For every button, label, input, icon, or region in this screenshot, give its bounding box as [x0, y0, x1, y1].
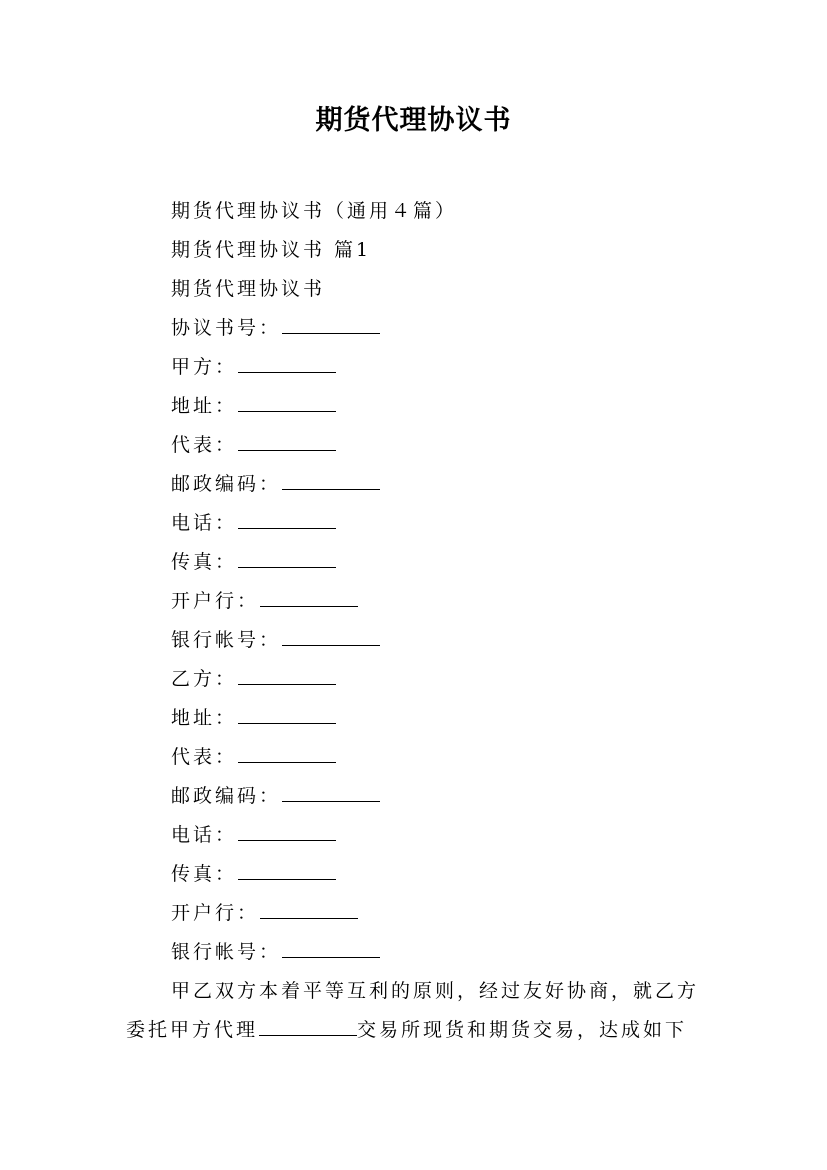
form-field-row: [171, 393, 336, 419]
form-field-row: [171, 627, 380, 653]
field-label: 地址：: [171, 395, 238, 417]
blank-underline: [260, 900, 358, 919]
blank-underline: [282, 939, 380, 958]
field-label: 传真：: [171, 863, 238, 885]
form-field-row: [171, 783, 380, 809]
field-label: 开户行：: [171, 902, 260, 924]
blank-underline: [238, 354, 336, 373]
field-label: 代表：: [171, 746, 238, 768]
document-line: [171, 198, 457, 224]
field-label: 代表：: [171, 434, 238, 456]
form-field-row: [171, 315, 380, 341]
field-label: 乙方：: [171, 668, 238, 690]
blank-underline: [238, 705, 336, 724]
form-field-row: [171, 939, 380, 965]
field-label: 传真：: [171, 551, 238, 573]
blank-underline: [238, 666, 336, 685]
blank-underline: [282, 627, 380, 646]
field-label: 地址：: [171, 707, 238, 729]
field-label: 甲方：: [171, 356, 238, 378]
form-field-row: [171, 705, 336, 731]
blank-underline: [282, 783, 380, 802]
document-line: [171, 276, 325, 302]
paragraph-text: 交易所现货和期货交易，达成如下: [357, 1019, 688, 1041]
paragraph-text: 甲乙双方本着平等互利的原则，经过友好协商，就乙方: [171, 980, 700, 1002]
blank-underline: [238, 744, 336, 763]
form-field-row: [171, 432, 336, 458]
form-field-row: [171, 549, 336, 575]
field-label: 电话：: [171, 824, 238, 846]
field-label: 邮政编码：: [171, 785, 282, 807]
field-label: 银行帐号：: [171, 629, 282, 651]
blank-underline: [282, 471, 380, 490]
form-field-row: [171, 744, 336, 770]
field-label: 银行帐号：: [171, 941, 282, 963]
blank-underline: [238, 510, 336, 529]
blank-underline: [260, 588, 358, 607]
form-field-row: [171, 822, 336, 848]
field-label: 开户行：: [171, 590, 260, 612]
document-line: [171, 237, 371, 263]
line-text: 期货代理协议书: [171, 278, 326, 300]
document-title: 期货代理协议书: [315, 105, 512, 136]
paragraph-text: 委托甲方代理: [126, 1019, 259, 1041]
blank-underline: [238, 861, 336, 880]
blank-underline: [282, 315, 380, 334]
paragraph-line: [171, 978, 699, 1004]
line-text: 期货代理协议书 篇1: [171, 239, 372, 261]
form-field-row: [171, 900, 358, 926]
line-text: 期货代理协议书（通用４篇）: [171, 200, 458, 222]
field-label: 邮政编码：: [171, 473, 282, 495]
form-field-row: [171, 588, 358, 614]
blank-underline: [259, 1017, 357, 1036]
blank-underline: [238, 393, 336, 412]
form-field-row: [171, 354, 336, 380]
blank-underline: [238, 549, 336, 568]
form-field-row: [171, 861, 336, 887]
form-field-row: [171, 471, 380, 497]
form-field-row: [171, 666, 336, 692]
form-field-row: [171, 510, 336, 536]
blank-underline: [238, 822, 336, 841]
paragraph-line: [126, 1017, 706, 1043]
blank-underline: [238, 432, 336, 451]
field-label: 电话：: [171, 512, 238, 534]
field-label: 协议书号：: [171, 317, 282, 339]
